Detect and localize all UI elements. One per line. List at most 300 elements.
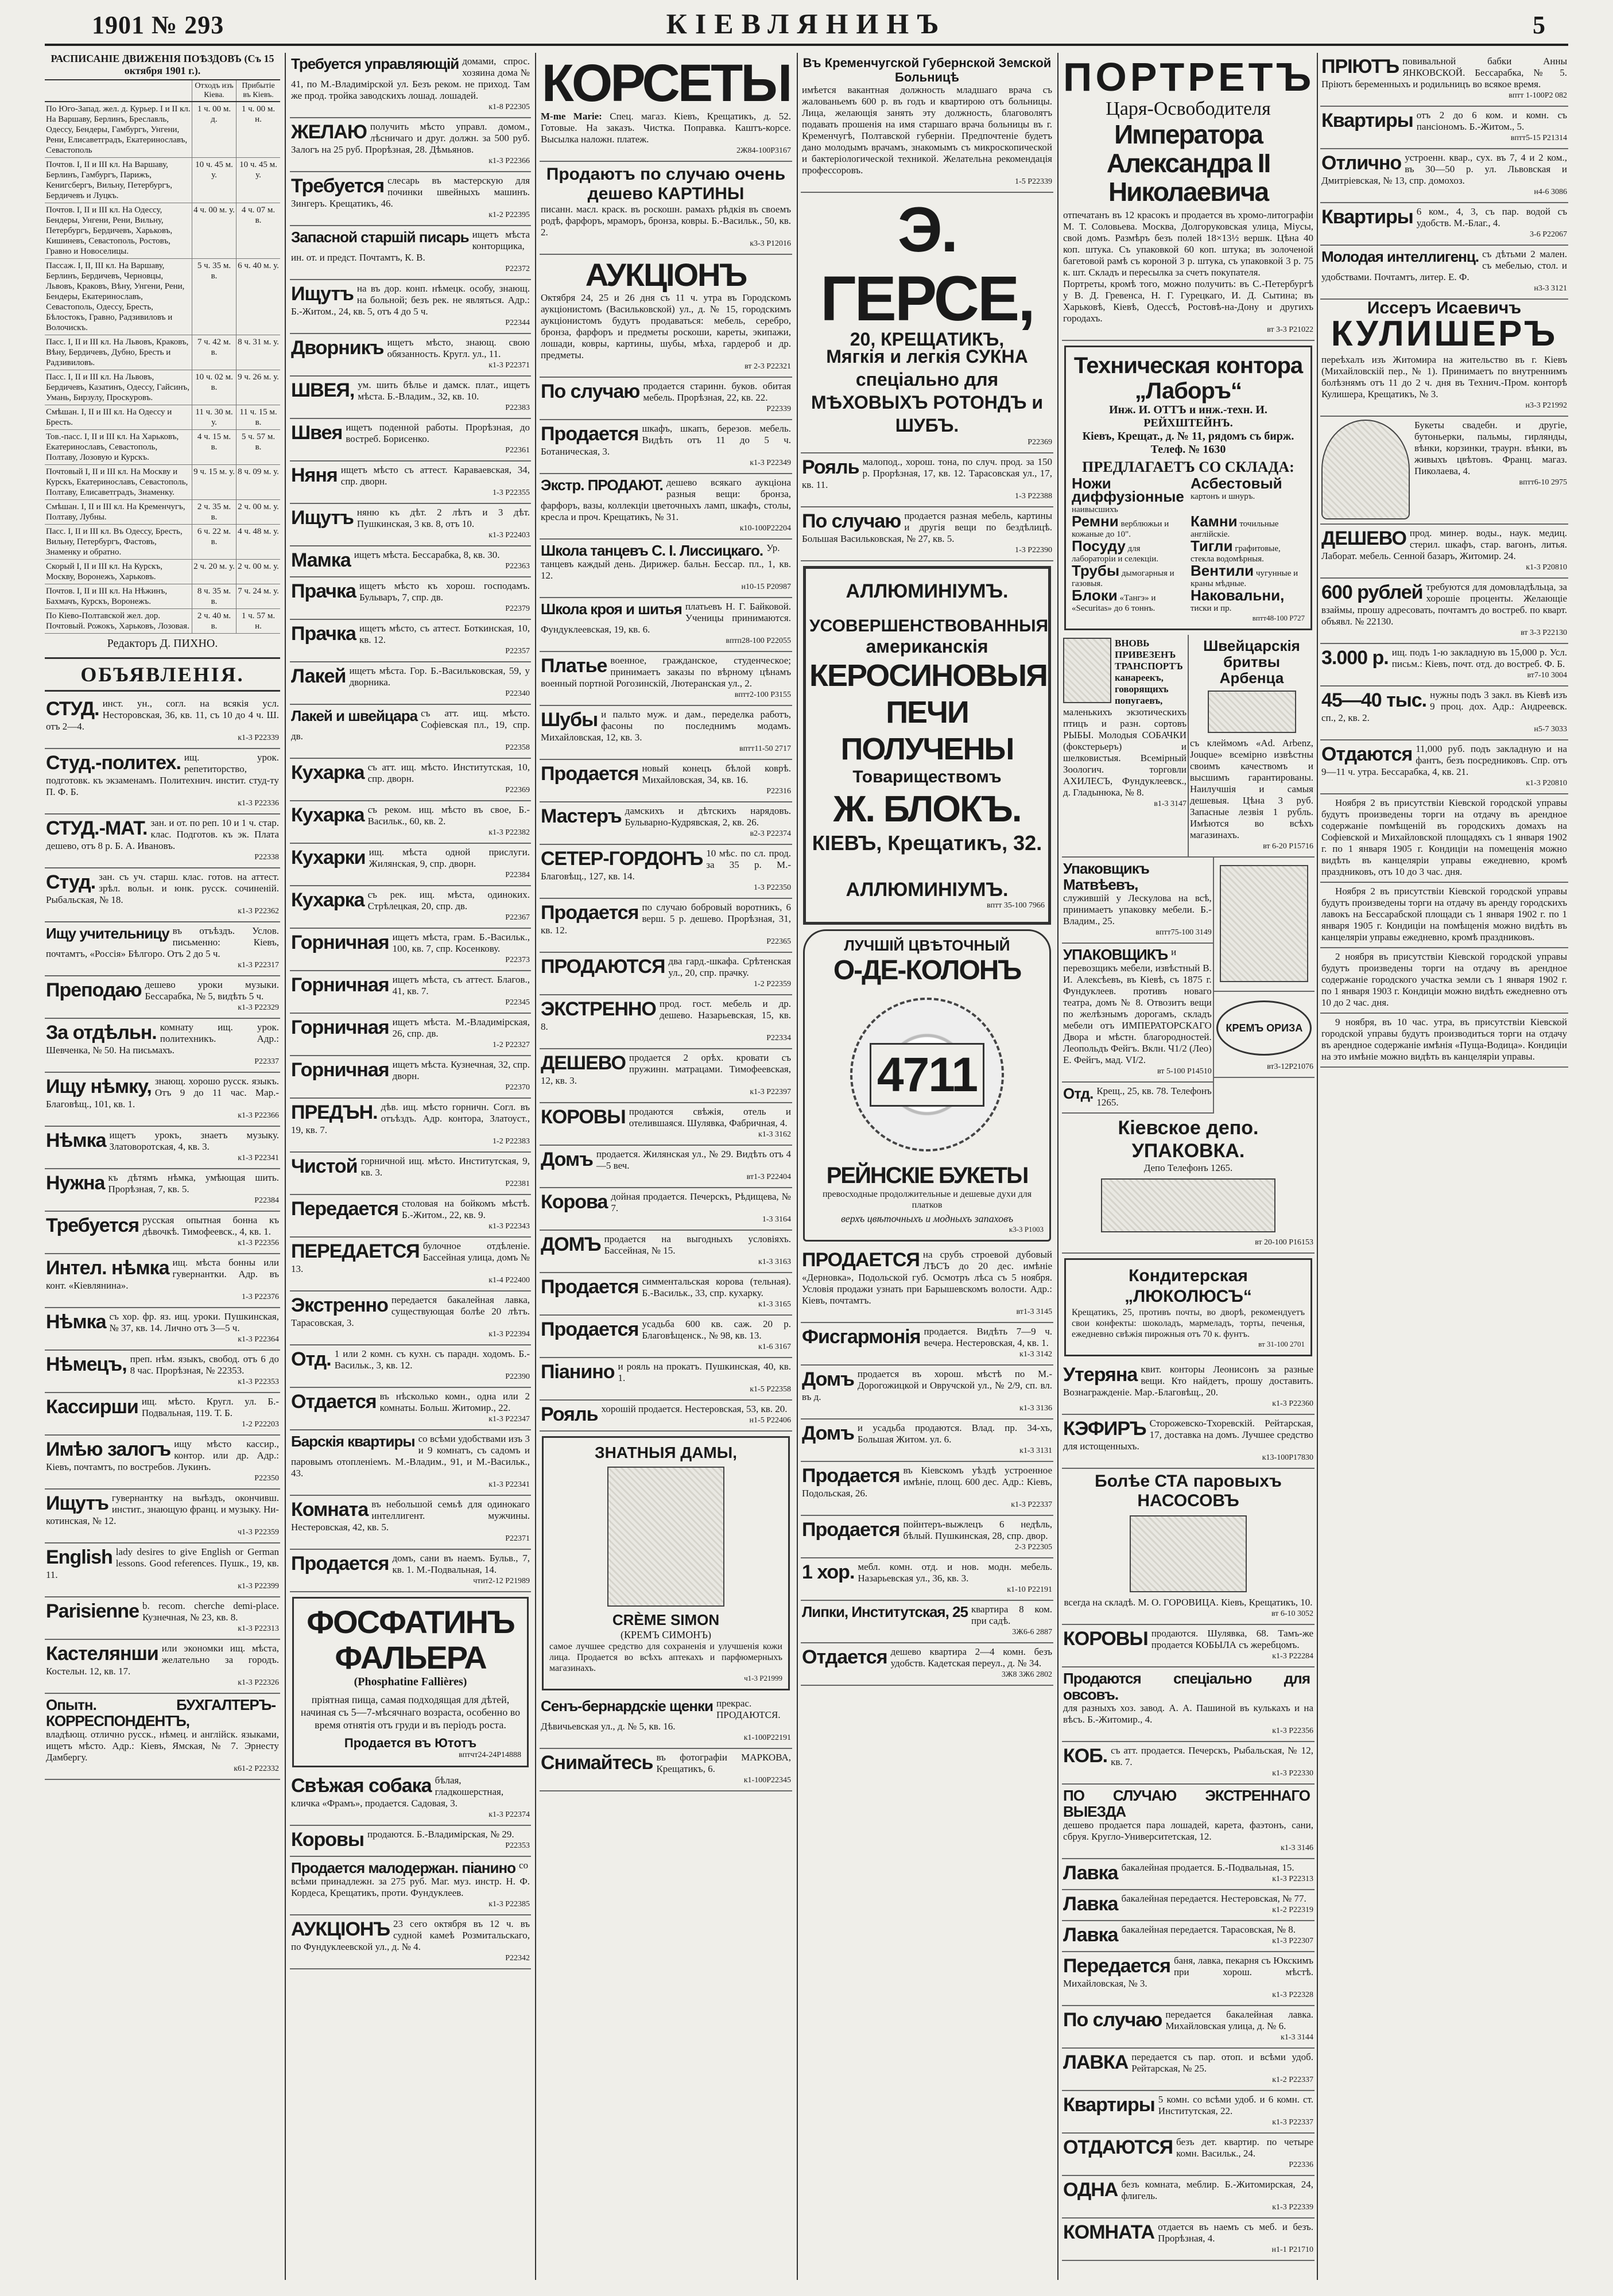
kremenchug-text: имѣется вакантная должность младшаго врача съ жалованьемъ 600 р. въ годъ и квартирою отъ больницы. Лица, желающія занять эту должность, благоволятъ подавать прошенія на имя старшаго врача больницы въ г. Кременчугѣ, Полтавской губерніи. Предпочтеніе будетъ дано молодымъ врачамъ, знакомымъ съ микроскопической и бактеріологической техникой. Желательна рекомендація профессоровъ. [802, 84, 1052, 176]
ad-headword: Лавка [1063, 1924, 1118, 1946]
ad-code: к1-3 Р22337 [1011, 1500, 1052, 1509]
ad-text: зан. съ уч. старш. клас. готов. на аттест. зрѣл. вольн. и юнк. русск. сочиненій. Рыбальская, № 18. [46, 871, 279, 905]
razors-ad [1189, 635, 1315, 858]
ad-headword: Продается [541, 763, 639, 785]
shelter-code: вптт 1-100Р2 082 [1509, 91, 1567, 100]
ad-text: дамскихъ и дѣтскихъ нарядовъ. Бульварно-Кудрявская, 2, кв. 26. [625, 805, 791, 828]
ad-text: со всѣми удобствами изъ 3 и 9 комнатъ, съ садомъ и паровымъ отопленіемъ. М.-Владим., 91, и М.-Васильк., 43. [291, 1433, 530, 1479]
ad-headword: Продается малодержан. піанино [291, 1859, 516, 1876]
ad-text: бакалейная передается. Тарасовская, № 8. [1121, 1924, 1296, 1935]
ad-headword: КЭФИРЪ [1063, 1418, 1146, 1440]
ads-list [290, 53, 531, 1592]
notice-paragraph: Ноября 2 въ присутствіи Кіевской городской управы будутъ произведены торги на отдачу въ арендное содержаніе помѣщеній въ городскихъ домахъ на Софіевской и Михайловской площадяхъ съ 1 января 1902 г. по 1 января 1905 г. Кондиціи на помещенія можно видѣть въ канцеляріи управы ежедневно, кромѣ праздниковъ, отъ 10 до 3 час. дня. [1320, 794, 1568, 883]
ad-code: 1-3 3164 [762, 1215, 791, 1224]
classified-ad [540, 706, 792, 760]
schedule-arrive: 2 ч. 00 м. у. [236, 500, 281, 525]
birds-text: маленькихъ экзотическихъ птицъ и разн. сортовъ РЫБЫ. Молодыя СОБАЧКИ (фокстерьеръ) и шелковистыя. Всемірный Зоологич. торговли АХИЛЕСЪ, Фундуклеевск., д. Гладынюка, № 8. [1063, 707, 1187, 798]
packing-row [1062, 858, 1315, 1114]
creme-simon-code: ч1-3 Р21999 [744, 1674, 782, 1682]
ad-headword: Лакей и швейцара [291, 707, 418, 724]
ad-code: Р22344 [505, 319, 530, 327]
korset-maker: M-me Marie: [541, 111, 602, 122]
portrait-code: вт 3-3 Р21022 [1267, 325, 1313, 334]
auction-title: АУКЦІОНЪ [585, 257, 747, 293]
classified-ad [1062, 944, 1213, 1083]
ad-code: 3-6 Р22067 [1530, 230, 1567, 239]
krem-oriza-code: вт3-12Р21076 [1267, 1062, 1313, 1071]
ad-text: зан. и от. по реп. 10 и 1 ч. стар. клас. Подготов. къ эк. Плата дешево, отъ 8 р. Б. А. Ивановъ. [46, 817, 279, 851]
ad-text: преп. нѣм. языкъ, свобод. отъ 6 до 8 час. Прорѣзная, № 22353. [130, 1353, 279, 1376]
ad-code: к1-3 Р20810 [1526, 563, 1567, 572]
ad-code: Р22370 [505, 1083, 530, 1092]
ad-code: к1-3 Р22339 [238, 734, 279, 742]
classified-ad [290, 1014, 531, 1056]
schedule-route: По Юго-Запад. жел. д. Курьер. I и II кл. На Варшаву, Берлинъ, Бреславль, Одессу, Бендеры, Гамбургъ, Унгени, Рени, Елисаветградъ, Екатеринославъ, Севастополь [45, 102, 192, 158]
classified-ad [1320, 149, 1568, 203]
schedule-route: Смѣшан. I, II и III кл. На Одессу и Бресть. [45, 405, 192, 430]
ad-headword: Требуется [46, 1215, 139, 1236]
ad-headword: Кухарка [291, 889, 365, 911]
portrait-ad [1062, 53, 1315, 341]
schedule-arrive: 4 ч. 07 м. в. [236, 203, 281, 259]
ad-headword: ПО СЛУЧАЮ ЭКСТРЕННАГО ВЫЕЗДА [1063, 1787, 1310, 1820]
ad-text: ищетъ мѣста. Гор. Б.-Васильковская, 59, у дворника. [349, 665, 530, 688]
classified-ad [290, 886, 531, 929]
classified-ad [540, 1401, 792, 1432]
ad-headword: Передается [1063, 1955, 1170, 1977]
ad-text: Сторожевско-Тхоревскій. Рейтарская, 17, доставка на домъ. Лучшее средство для истощенныхъ. [1063, 1418, 1313, 1452]
paintings-code: к3-3 Р12016 [750, 239, 791, 248]
ad-text: или экономки ищ. мѣста, желательно за городъ. Костельн. 12, кв. 17. [46, 1643, 279, 1677]
classified-ad [290, 662, 531, 705]
ad-text: въ небольшой семьѣ для одинокаго интеллигент. мужчины. Нестеровская, 42, кв. 5. [291, 1499, 530, 1533]
schedule-table [45, 102, 280, 634]
classified-ad [540, 1316, 792, 1358]
ad-text: ищетъ мѣсто къ хорош. господамъ. Бульваръ, 7, спр. дв. [359, 580, 530, 603]
kulisher-name1: Иссеръ Исаевичъ [1367, 298, 1522, 317]
ad-text: ищетъ мѣсто съ аттест. Караваевская, 34, спр. дворн. [340, 464, 530, 487]
classified-ad [290, 759, 531, 801]
odekolon-line1: ЛУЧШІЙ ЦВѢТОЧНЫЙ [844, 937, 1010, 954]
classified-ad [1062, 858, 1213, 944]
ad-code: вт7-10 3004 [1527, 671, 1567, 680]
ad-headword: Школа танцевъ С. I. Лиссицкаго. [541, 542, 763, 559]
ad-code: к1-3 3162 [758, 1130, 791, 1139]
schedule-depart: 4 ч. 00 м. у. [192, 203, 236, 259]
ad-code: к1-3 Р22341 [488, 1480, 530, 1489]
fosfatin-code: вптчт24-24Р14888 [459, 1751, 521, 1759]
ad-text: русская опытная бонна къ дѣвочкѣ. Тимофеевск., 4, кв. 1. [142, 1215, 279, 1237]
ad-headword: Домъ [541, 1149, 593, 1170]
ad-text: квит. конторы Леонисонъ за разные вещи. Кто найдетъ, прошу доставить. Вознагражденіе. Мар.-Благовѣщ., 20. [1063, 1364, 1313, 1398]
classified-ad [801, 1420, 1053, 1462]
schedule-arrive: 10 ч. 45 м. у. [236, 158, 281, 203]
labor-item-note: точильные англійскіе. [1191, 519, 1279, 539]
classified-ad [290, 620, 531, 662]
classified-ad [290, 844, 531, 886]
ad-text: дешево продается пара лошадей, карета, фаэтонъ, сани, сбруя. Кругло-Университетская, 12. [1063, 1820, 1313, 1842]
ad-text: два гард.-шкафа. Срѣтенская ул., 20, спр. прачку. [668, 956, 791, 978]
labor-item-note: для лабораторіи и селекціи. [1072, 544, 1159, 564]
ad-code: 3Ж8 3Ж6 2802 [1001, 1670, 1052, 1679]
ad-text: и усадьба продаются. Влад. пр. 34-хъ, Большая Житом. ул. 6. [857, 1422, 1052, 1445]
ad-headword: Кухарки [291, 847, 366, 868]
classified-ad [1320, 203, 1568, 246]
ad-text: ищ. мѣсто. Кругл. ул. Б.-Подвальная, 119. Т. Б. [141, 1396, 279, 1418]
aluminium-line6: Товариществомъ [852, 767, 1002, 786]
schedule-depart: 8 ч. 35 м. в. [192, 584, 236, 609]
classified-ad [1320, 246, 1568, 300]
ad-text: военное, гражданское, студенческое; принимаетъ заказы по вѣрному цѣнамъ военный портной Рогозинскій, Лютеранская ул., 2. [541, 655, 791, 689]
classified-ad [290, 546, 531, 577]
ad-text: въ отъѣздъ. Услов. письменно: Кіевъ, почтамтъ, «Россія» Бѣлгоро. Отъ 2 до 5 ч. [46, 925, 279, 959]
ad-code: к1-3 Р22337 [1272, 2118, 1313, 2127]
aluminium-line2: УСОВЕРШЕНСТВОВАННЫЯ [809, 616, 1049, 635]
birds-ad [1062, 635, 1189, 858]
ads-list [1062, 1625, 1315, 2261]
aluminium-line4: КЕРОСИНОВЫЯ ПЕЧИ [809, 658, 1047, 730]
schedule-route: Смѣшан. I, II и III кл. На Кременчугъ, Полтаву, Лубны. [45, 500, 192, 525]
side-ads [1213, 858, 1315, 1114]
schedule-arrive: 5 ч. 57 м. в. [236, 430, 281, 465]
labor-item [1191, 513, 1305, 540]
ad-headword: Піанино [541, 1361, 615, 1383]
classified-ad [290, 801, 531, 844]
schedule-depart: 9 ч. 15 м. у. [192, 465, 236, 500]
bouquets-text: Букеты свадебн. и другіе, бутоньерки, пальмы, гирлянды, вѣнки, корзинки, траурн. вѣнки, въ живыхъ цвѣтовъ. Франц. магаз. Пиколаева, 4. [1414, 420, 1567, 476]
ad-text: ищетъ мѣсто, съ аттест. Боткинская, 10, кв. 12. [359, 623, 530, 645]
schedule-row [45, 465, 280, 500]
ad-text: съ хор. фр. яз. ищ. уроки. Пушкинская, № 37, кв. 14. Лично отъ 3—5 ч. [109, 1311, 279, 1333]
ad-code: к1-3 3163 [758, 1258, 791, 1266]
classified-ad [540, 953, 792, 995]
column-divider [535, 53, 536, 2280]
ad-text: инст. ун., согл. на всякія усл. Несторовская, 36, кв. 11, съ 10 до 4 ч. Ш. отъ 2—4. [46, 698, 279, 732]
ad-code: Р22358 [505, 743, 530, 752]
classified-ad [801, 1323, 1053, 1366]
ad-headword: Экстр. ПРОДАЮТ. [541, 476, 663, 494]
ad-text: для разныхъ хоз. завод. А. А. Пашиной въ кулькахъ и на вѣсъ. Б.-Житомир., 4. [1063, 1702, 1313, 1725]
column-divider [797, 53, 798, 2280]
ad-text: хорошій продается. Нестеровская, 53, кв. 20. [601, 1403, 788, 1414]
ad-text: дешево квартира 2—4 комн. безъ удобств. Кадетская переул., д. № 34. [890, 1646, 1052, 1669]
ad-code: к1-3 Р22336 [238, 799, 279, 808]
schedule-route: Почтовый I, II и III кл. На Москву и Курскъ, Екатеринославъ, Севастополь, Полтаву, Елисаветградъ, Знаменку. [45, 465, 192, 500]
classified-ad [1062, 1083, 1213, 1114]
schedule-row [45, 500, 280, 525]
ads-list [801, 453, 1053, 561]
classified-ad [290, 1496, 531, 1550]
notice-paragraph: 2 ноября въ присутствіи Кіевской городской управы будутъ произведены торги на отдачу въ арендное содержаніе городского участка земли съ 1 января 1902 г. по 1 января 1903 г. Кондиціи можно видѣть ежедневно отъ 10 до 2 час. дня. [1320, 948, 1568, 1014]
ad-headword: Горничная [291, 1017, 389, 1038]
ad-text: нужны подъ 3 закл. въ Кіевѣ изъ 9 проц. дох. Адр.: Андреевск. сп., 2, кв. 2. [1321, 689, 1567, 723]
classified-ad [1320, 740, 1568, 794]
ad-headword: Сенъ-бернардскіе щенки [541, 1697, 713, 1715]
labor-item-note: тиски и пр. [1191, 604, 1232, 613]
portrait-text: отпечатанъ въ 12 красокъ и продается въ хромо-литографіи М. Т. Соловьева. Москва, Долгоруковская улица, Міусы, свой домъ. Размѣръ безъ полей 18×13½ вершк. Цѣна 40 коп. штука. Съ упаковкой 60 коп. штука; въ золоченой багетовой рамѣ съ короной 3 р. штука, съ упаковкой 3 р. 75 к. шт. Складъ и пересылка за счетъ покупателя. [1063, 210, 1313, 278]
ad-headword: АУКЦІОНЪ [291, 1918, 390, 1940]
classified-ad [45, 695, 280, 749]
notice-paragraph: 9 ноября, въ 10 час. утра, въ присутствіи Кіевской городской управы будутъ производиться торги на отдачу въ арендное содержаніе имѣнія «Пуща-Водица». Кондиціи на это имѣніе можно видѣть въ канцеляріи управы. [1320, 1014, 1568, 1068]
ad-code: к1-8 Р22305 [488, 103, 530, 111]
ad-text: 11,000 руб. подъ закладную и на фантъ, безъ посредниковъ. Спр. отъ 9—11 ч. утра. Бессарабка, 4, кв. 21. [1321, 743, 1567, 777]
classified-ad [290, 1388, 531, 1430]
classified-ad [290, 929, 531, 971]
ad-code: Р22384 [505, 871, 530, 879]
column-divider [1057, 53, 1058, 2280]
ad-code: к1-3 Р22313 [1272, 1875, 1313, 1883]
schedule-route: Тов.-пасс. I, II и III кл. На Харьковъ, Екатеринославъ, Севастополь, Полтаву, Лозовую и Курскъ. [45, 430, 192, 465]
ad-headword: Ищу нѣмку, [46, 1076, 152, 1097]
razors-title: Швейцарскія бритвы Арбенца [1203, 637, 1300, 687]
classified-ad [45, 1073, 280, 1127]
ad-text: передается бакалейная лавка. Михайловская улица, д. № 6. [1165, 2009, 1313, 2031]
classified-ad [540, 1749, 792, 1791]
ad-headword: Свѣжая собака [291, 1775, 432, 1797]
odekolon-line5: верхъ цвѣточныхъ и модныхъ запаховъ [840, 1213, 1014, 1224]
ad-text: продаются свѣжія, отель и отелившаяся. Шулявка, Фабричная, 4. [629, 1106, 791, 1128]
labor-item-name: Камни [1191, 513, 1238, 530]
ad-code: к1-3 Р22353 [238, 1378, 279, 1386]
ad-headword: Швея [291, 422, 343, 444]
fosfatin-sold: Продается въ Ютотъ [344, 1736, 477, 1750]
ads-list [1062, 1361, 1315, 1469]
classified-ad [540, 540, 792, 598]
korset-code: 2Ж84-100Р3167 [736, 146, 791, 155]
ad-text: въ фотографіи МАРКОВА, Крещатикъ, 6. [656, 1752, 791, 1774]
ad-code: к1-3 3146 [1281, 1844, 1313, 1852]
ad-text: продается старинн. буков. обитая мебель. Прорѣзная, 22, кв. 22. [643, 381, 791, 403]
classified-ad [540, 1188, 792, 1231]
classified-ad [45, 1543, 280, 1597]
kulisher-code: н3-3 Р21992 [1525, 401, 1567, 410]
ad-headword: Горничная [291, 932, 389, 953]
ad-headword: Запасной старшій писарь [291, 228, 469, 246]
creme-simon-sub: (КРЕМЪ СИМОНЪ) [621, 1629, 711, 1640]
ad-code: к1-3 Р22366 [238, 1111, 279, 1120]
ad-headword: Передается [291, 1198, 398, 1220]
schedule-row [45, 525, 280, 560]
schedule-depart: 2 ч. 20 м. у. [192, 560, 236, 584]
labor-ad [1064, 346, 1312, 630]
schedule-row [45, 609, 280, 634]
ad-headword: 45—40 тыс. [1321, 689, 1427, 711]
schedule-route: Скорый I, II и III кл. На Курскъ, Москву, Воронежъ, Харьковъ. [45, 560, 192, 584]
labor-item-name: Посуду [1072, 537, 1126, 554]
earn-ad [1214, 858, 1315, 992]
ad-code: Р22316 [766, 787, 791, 796]
ad-text: безъ дет. квартир. по четыре комн. Васильк., 24. [1176, 2136, 1313, 2159]
classified-ad [290, 577, 531, 620]
schedule-row [45, 430, 280, 465]
schedule-header [45, 80, 280, 102]
ad-text: ищетъ мѣста. М.-Владимірская, 26, спр. дв. [392, 1017, 530, 1039]
ad-illustration-icon [1220, 865, 1308, 982]
ads-list [1320, 525, 1568, 794]
ad-headword: Домъ [802, 1368, 854, 1390]
announcements-heading: ОБЪЯВЛЕНІЯ. [45, 657, 280, 692]
classified-ad [290, 172, 531, 226]
editor-line: Редакторъ Д. ПИХНО. [107, 637, 218, 650]
ad-text: передается съ пар. отоп. и всѣми удоб. Рейтарская, № 25. [1131, 2051, 1313, 2074]
city-notices [1320, 794, 1568, 1068]
ad-headword: Липки, Институтская, 25 [802, 1603, 968, 1620]
labor-item-note: картонъ и шнуръ. [1191, 492, 1255, 501]
ad-code: Р22345 [505, 998, 530, 1007]
aluminium-line7: Ж. БЛОКЪ. [833, 788, 1021, 829]
ad-text: съ реком. ищ. мѣсто въ свое, Б.-Васильк., 60, кв. 2. [367, 804, 530, 827]
ad-code: к1-3 Р22341 [238, 1154, 279, 1162]
labor-item-note: чугунные и краны мѣдные. [1191, 569, 1298, 588]
kremenchug-code: 1-5 Р22339 [1015, 177, 1052, 186]
ad-code: Р22340 [505, 689, 530, 698]
odekolon-code: к3-3 Р1003 [1009, 1225, 1044, 1234]
ad-code: Р22338 [254, 853, 279, 862]
ad-headword: Отлично [1321, 152, 1402, 174]
fosfatin-text: пріятная пища, самая подходящая для дѣтей, начиная съ 5—7-мѣсячнаго возраста, особенно во время отнятія отъ груди и въ періодъ роста. [300, 1694, 521, 1731]
portrait-more: Портреты, кромѣ того, можно получить: въ С.-Петербургѣ у В. Д. Гревенса, Н. Г. Гурецкаго, И. Д. Сытина; въ Харьковѣ, Кіевѣ, Одессѣ, Ростовѣ-на-Дону и другихъ городахъ. [1063, 278, 1313, 324]
creme-simon-head: ЗНАТНЫЯ ДАМЫ, [595, 1444, 737, 1461]
ad-headword: ПЕРЕДАЕТСЯ [291, 1240, 420, 1262]
ad-text: съ рек. ищ. мѣста, одиноких. Стрѣлецкая, 20, спр. дв. [367, 889, 530, 912]
labor-item-name: Ремни [1072, 513, 1119, 530]
schedule-depart: 5 ч. 35 м. в. [192, 259, 236, 335]
schedule-col-depart: Отходъ изъ Кіева. [192, 80, 236, 101]
ad-headword: Продается [541, 902, 639, 924]
krem-oriza-ad [1214, 992, 1315, 1078]
ad-code: Р22369 [505, 786, 530, 794]
classified-ad [45, 749, 280, 815]
ad-headword: Преподаю [46, 979, 142, 1001]
ad-code: к1-3 Р22356 [1272, 1727, 1313, 1735]
classified-ad [540, 1103, 792, 1146]
ad-headword: Горничная [291, 974, 389, 996]
classified-ad [45, 1169, 280, 1212]
column-2 [290, 53, 531, 2280]
birds-title: ВНОВЬ ПРИВЕЗЕНЪ ТРАНСПОРТЪ канареекъ, говорящихъ попугаевъ, [1115, 638, 1183, 706]
kremenchug-hospital-ad [801, 53, 1053, 193]
ad-code: вт1-3 Р22404 [746, 1173, 791, 1181]
ad-headword: Продается [802, 1465, 900, 1487]
ad-code: 1-3 Р22388 [1015, 492, 1052, 501]
ad-code: 1-3 Р22350 [754, 883, 791, 892]
classified-ad [1320, 644, 1568, 687]
ad-headword: Квартиры [1321, 206, 1413, 228]
classified-ad [45, 1351, 280, 1393]
classified-ad [290, 1857, 531, 1915]
fosfatin-ad [292, 1597, 529, 1767]
ad-text: дешево уроки музыки. Бессарабка, № 5, видѣть 5 ч. [145, 979, 279, 1002]
ad-text: ищетъ поденной работы. Прорѣзная, до востреб. Борисенко. [346, 422, 530, 444]
ad-code: к1-3 Р22284 [1272, 1652, 1313, 1661]
kremenchug-head: Въ Кременчугской Губернской Земской Больницѣ [802, 56, 1052, 84]
labor-item-note: графитовые, стекла водомѣрныя. [1191, 544, 1281, 564]
ad-code: Р22379 [505, 604, 530, 613]
labor-item-note: наивысшихъ [1072, 505, 1118, 514]
ad-text: няню къ дѣт. 2 лѣтъ и 3 дѣт. Пушкинская, 3 кв. 8, отъ 10. [356, 507, 530, 529]
ad-code: Р22350 [254, 1474, 279, 1483]
ad-headword: Отдаются [1321, 743, 1413, 765]
schedule-title: РАСПИСАНІЕ ДВИЖЕНІЯ ПОѢЗДОВЪ (Съ 15 октября 1901 г.). [45, 53, 280, 80]
steam-pump-icon [1130, 1515, 1247, 1592]
ad-code: 1-3 Р22355 [493, 488, 530, 497]
packing-crate-icon [1101, 1178, 1275, 1232]
ads-list [801, 1246, 1053, 1686]
ad-code: к1-3 3165 [758, 1300, 791, 1309]
ad-code: вптп28-100 Р22055 [726, 637, 791, 645]
classified-ad [290, 705, 531, 759]
ad-text: ищетъ мѣста, съ аттест. Благов., 41, кв. 7. [392, 974, 530, 996]
ad-headword: Опытн. БУХГАЛТЕРЪ-КОРРЕСПОНДЕНТЪ, [46, 1696, 276, 1729]
column-5 [1062, 53, 1315, 2280]
classified-ad [1062, 2091, 1315, 2134]
ad-code: Р22373 [505, 956, 530, 964]
ad-headword: СТУД. [46, 698, 99, 720]
classified-ad [540, 1146, 792, 1188]
ad-code: к1-3 Р22385 [488, 1900, 530, 1909]
flower-bouquet-icon [1321, 420, 1410, 519]
ad-text: ищ. подъ 1-ю закладную въ 15,000 р. Усл. письм.: Кіевъ, почт. отд. до востреб. Ф. Б. [1391, 647, 1567, 669]
classified-ad [801, 1558, 1053, 1601]
ad-headword: Барскія квартиры [291, 1433, 415, 1450]
kulisher-name2: КУЛИШЕРЪ [1331, 314, 1558, 354]
ad-headword: Рояль [802, 456, 859, 478]
ad-text: и рояль на прокатъ. Пушкинская, 40, кв. 1. [618, 1361, 791, 1383]
classified-ad [801, 1601, 1053, 1643]
ad-headword: Продается [802, 1519, 900, 1541]
ad-code: к1-3 Р22328 [1272, 1991, 1313, 1999]
classified-ad [45, 976, 280, 1019]
ad-code: к1-3 3142 [1019, 1350, 1052, 1359]
ad-headword: ЖЕЛАЮ [291, 121, 367, 143]
classified-ad [540, 1358, 792, 1401]
fosfatin-subtitle: (Phosphatine Fallières) [354, 1676, 467, 1688]
ad-code: к1-3 Р22307 [1272, 1937, 1313, 1945]
ad-code: к61-2 Р22332 [234, 1764, 279, 1773]
ad-code: Р22339 [766, 405, 791, 413]
classified-ad [1062, 2176, 1315, 2219]
classified-ad [801, 1246, 1053, 1323]
classified-ad [540, 1049, 792, 1103]
labor-item-name: Трубы [1072, 562, 1120, 579]
ad-text: слесарь въ мастерскую для починки швейныхъ машинъ. Зингеръ. Крещатикъ, 46. [291, 175, 530, 209]
classified-ad [290, 1238, 531, 1292]
ad-headword: ДЕШЕВО [541, 1052, 626, 1074]
ad-headword: По случаю [802, 510, 901, 532]
ad-code: Р22337 [254, 1057, 279, 1066]
ad-code: к1-100Р22191 [743, 1733, 791, 1742]
schedule-row [45, 203, 280, 259]
ad-headword: Продается [541, 423, 639, 445]
ad-code: к1-3 Р22339 [1272, 2203, 1313, 2212]
ad-headword: Школа кроя и шитья [541, 600, 682, 618]
ad-text: платьевъ Н. Г. Байковой. Ученицы принимаются. Фундуклеевская, 19, кв. 6. [541, 601, 791, 635]
creme-simon-ad [542, 1436, 790, 1690]
labor-item-note: верблюжьи и кожаные до 10". [1072, 519, 1169, 539]
ad-text: продаются. Б.-Владимірская, № 29. [367, 1829, 514, 1840]
ad-code: к1-3 Р22360 [1272, 1399, 1313, 1408]
ad-code: к1-3 3131 [1019, 1446, 1052, 1455]
ad-code: к1-3 Р22397 [750, 1088, 791, 1096]
schedule-route: Пасс. I, II и III кл. На Львовъ, Бердичевъ, Казатинъ, Одессу, Гайсинъ, Умань, Бирзулу, Проскуровъ. [45, 370, 192, 405]
ad-headword: Кухарка [291, 804, 365, 826]
column-1 [45, 53, 280, 2280]
pumps-title: Болѣе СТА паровыхъ НАСОСОВЪ [1095, 1472, 1282, 1510]
ad-text: передается бакалейная лавка, существующая болѣе 20 лѣтъ. Тарасовская, 3. [291, 1294, 530, 1328]
labor-item-note: «Тангэ» и «Securitas» до 6 тоннъ. [1072, 594, 1156, 613]
ad-code: к1-3 Р22317 [238, 961, 279, 969]
ad-headword: Студ.-политех. [46, 752, 181, 774]
